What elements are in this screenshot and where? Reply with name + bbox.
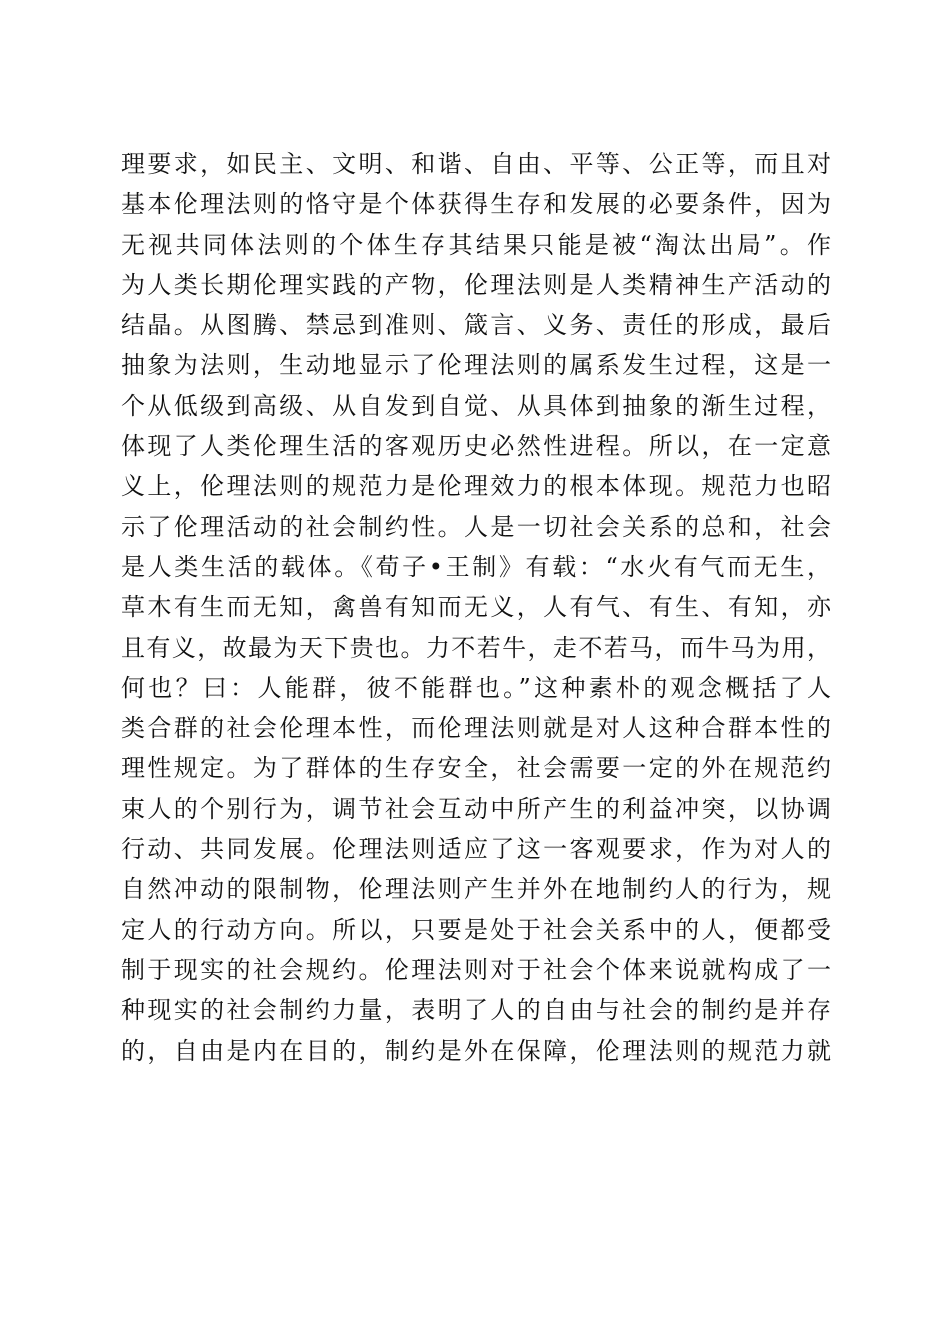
text-line: 个从低级到高级、从自发到自觉、从具体到抽象的渐生过程， (121, 391, 831, 420)
text-line: 基本伦理法则的恪守是个体获得生存和发展的必要条件，因为 (121, 190, 831, 219)
text-line: 抽象为法则，生动地显示了伦理法则的属系发生过程，这是一 (121, 351, 831, 380)
text-line: 行动、共同发展。伦理法则适应了这一客观要求，作为对人的 (121, 835, 831, 864)
text-line: 义上，伦理法则的规范力是伦理效力的根本体现。规范力也昭 (121, 472, 831, 501)
text-line: 草木有生而无知，禽兽有知而无义，人有气、有生、有知，亦 (121, 593, 831, 622)
text-line: 自然冲动的限制物，伦理法则产生并外在地制约人的行为，规 (121, 875, 831, 904)
text-line: 的，自由是内在目的，制约是外在保障，伦理法则的规范力就 (121, 1036, 831, 1065)
text-line: 无视共同体法则的个体生存其结果只能是被“淘汰出局”。作 (121, 230, 831, 259)
text-line: 体现了人类伦理生活的客观历史必然性进程。所以，在一定意 (121, 432, 831, 461)
text-line: 为人类长期伦理实践的产物，伦理法则是人类精神生产活动的 (121, 270, 831, 299)
text-line: 何也？曰：人能群，彼不能群也。”这种素朴的观念概括了人 (121, 673, 831, 702)
text-line: 种现实的社会制约力量，表明了人的自由与社会的制约是并存 (121, 996, 831, 1025)
text-line: 理要求，如民主、文明、和谐、自由、平等、公正等，而且对 (121, 150, 831, 178)
text-line: 结晶。从图腾、禁忌到准则、箴言、义务、责任的形成，最后 (121, 311, 831, 340)
text-line: 且有义，故最为天下贵也。力不若牛，走不若马，而牛马为用， (121, 633, 831, 662)
text-line: 理性规定。为了群体的生存安全，社会需要一定的外在规范约 (121, 754, 831, 783)
text-line: 制于现实的社会规约。伦理法则对于社会个体来说就构成了一 (121, 955, 831, 984)
text-line: 束人的个别行为，调节社会互动中所产生的利益冲突，以协调 (121, 794, 831, 823)
text-line: 示了伦理活动的社会制约性。人是一切社会关系的总和，社会 (121, 512, 831, 541)
text-line: 是人类生活的载体。《荀子•王制》有载：“水火有气而无生， (121, 552, 831, 581)
text-line: 类合群的社会伦理本性，而伦理法则就是对人这种合群本性的 (121, 714, 831, 743)
text-line: 定人的行动方向。所以，只要是处于社会关系中的人，便都受 (121, 915, 831, 944)
body-text (121, 144, 831, 1071)
